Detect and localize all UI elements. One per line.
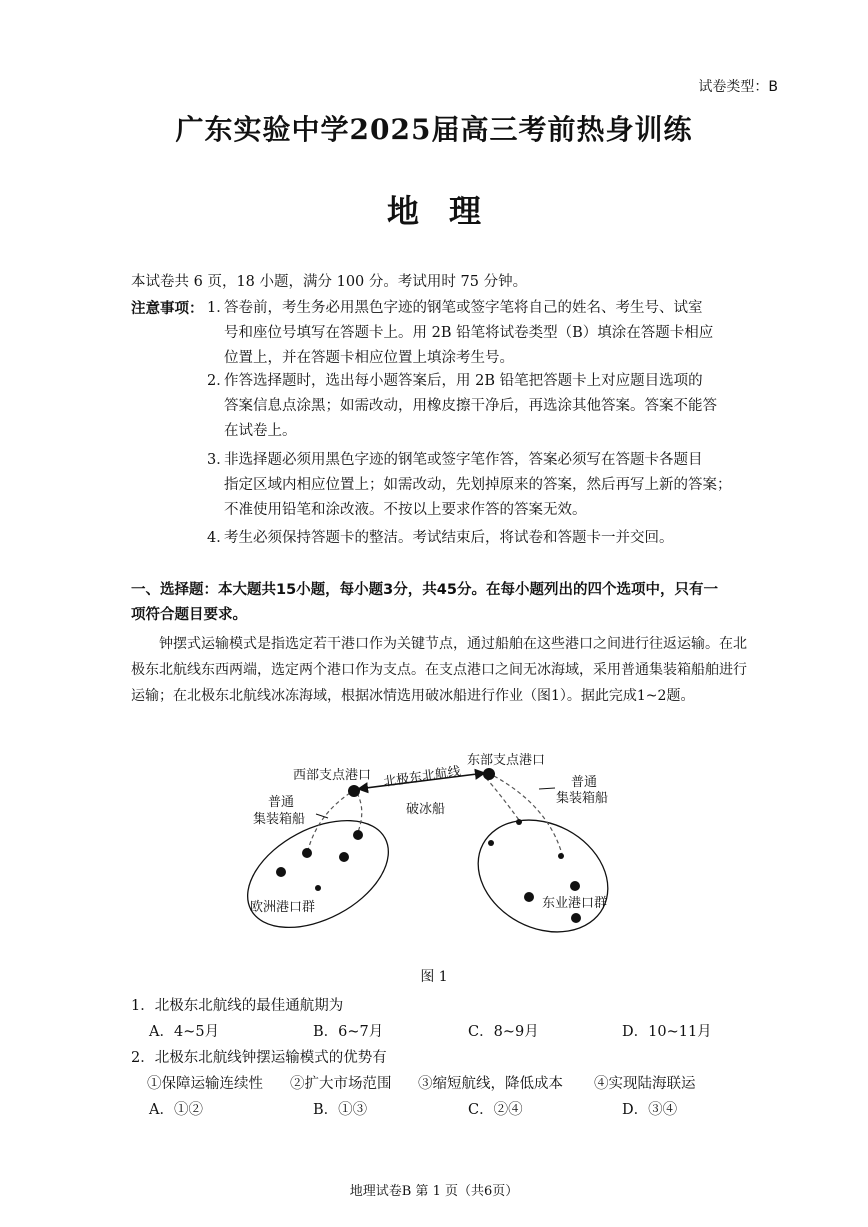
port-dot	[524, 892, 534, 902]
icebreaker-label: 破冰船	[406, 802, 446, 817]
right-ship-label: 普通	[571, 775, 598, 790]
west-ship-path	[307, 793, 350, 854]
label-leader-line	[539, 788, 555, 789]
port-dot	[353, 830, 363, 840]
label-leader-line	[316, 814, 328, 818]
reading-passage: 钟摆式运输模式是指选定若干港口作为关键节点，通过船舶在这些港口之间进行往返运输。在北极东北航线东西两端，选定两个港口作为支点。在支点港口之间无冰海域，采用普通集装箱船舶进行运输；在北极东北航线冰冻海域，根据冰情选用破冰船进行作业（图1）。据此完成1~2题。	[131, 636, 747, 704]
route-label: 北极东北航线	[382, 764, 462, 791]
section-heading	[131, 578, 751, 628]
subject-text: 地理	[386, 192, 511, 230]
note-line: 位置上，并在答题卡相应位置上填涂考生号。	[224, 350, 514, 366]
note-number: 4．	[207, 530, 231, 546]
west-pivot-port-dot	[348, 785, 360, 797]
page-footer: 地理试卷B 第 1 页（共6页）	[349, 1184, 519, 1199]
question-1-option-b: B．6~7月	[313, 1024, 384, 1040]
question-2-option-b: B．①③	[313, 1102, 368, 1118]
note-line: 号和座位号填写在答题卡上。用 2B 铅笔将试卷类型（B）填涂在答题卡相应	[224, 325, 714, 341]
section-heading-line: 项符合题目要求。	[131, 607, 247, 623]
question-1-stem: 1．北极东北航线的最佳通航期为	[131, 998, 344, 1014]
port-dot	[339, 852, 349, 862]
question-2-statement: ④实现陆海联运	[594, 1076, 696, 1092]
port-dot	[315, 885, 321, 891]
port-dot	[558, 853, 564, 859]
note-line: 答案信息点涂黑；如需改动，用橡皮擦干净后，再选涂其他答案。答案不能答	[224, 398, 717, 414]
west-ship-path	[357, 793, 362, 832]
question-1-option-d: D．10~11月	[622, 1024, 712, 1040]
note-item-4	[207, 526, 752, 551]
note-number: 2．	[207, 373, 231, 389]
exam-intro: 本试卷共 6 页，18 小题，满分 100 分。考试用时 75 分钟。	[131, 274, 528, 290]
east-port-label: 东部支点港口	[467, 753, 546, 768]
left-ship-label: 集装箱船	[253, 812, 306, 827]
eastasia-group-label: 东业港口群	[542, 896, 608, 911]
port-dot	[570, 881, 580, 891]
note-line: 在试卷上。	[224, 423, 297, 439]
east-ship-path	[486, 778, 519, 820]
note-line: 不准使用铅笔和涂改液。不按以上要求作答的答案无效。	[224, 502, 587, 518]
question-2-statement: ①保障运输连续性	[147, 1076, 263, 1092]
note-number: 3．	[207, 452, 231, 468]
note-number: 1．	[207, 300, 231, 316]
question-2-statement: ②扩大市场范围	[290, 1076, 392, 1092]
subject-title	[0, 186, 868, 232]
figure-caption: 图 1	[420, 969, 448, 985]
note-line: 非选择题必须用黑色字迹的钢笔或签字笔作答，答案必须写在答题卡各题目	[224, 452, 703, 468]
right-ship-label: 集装箱船	[556, 791, 609, 806]
eastasia-port-group-ellipse	[459, 798, 628, 954]
west-port-label: 西部支点港口	[293, 768, 372, 783]
east-pivot-port-dot	[483, 768, 495, 780]
note-line: 指定区域内相应位置上；如需改动，先划掉原来的答案，然后再写上新的答案；	[224, 477, 732, 493]
note-item-1	[207, 296, 752, 371]
note-line: 考生必须保持答题卡的整洁。考试结束后，将试卷和答题卡一并交回。	[224, 530, 674, 546]
pendulum-transport-diagram	[230, 746, 640, 961]
port-dot	[302, 848, 312, 858]
left-ship-label: 普通	[268, 795, 295, 810]
note-line: 答卷前，考生务必用黑色字迹的钢笔或签字笔将自己的姓名、考生号、试室	[224, 300, 703, 316]
port-dot	[571, 913, 581, 923]
question-2-option-d: D．③④	[622, 1102, 678, 1118]
notes-label: 注意事项：	[131, 300, 204, 317]
question-2-stem: 2．北极东北航线钟摆运输模式的优势有	[131, 1050, 387, 1066]
note-line: 作答选择题时，选出每小题答案后，用 2B 铅笔把答题卡上对应题目选项的	[224, 373, 703, 389]
note-item-3	[207, 448, 752, 523]
section-heading-line: 一、选择题：本大题共15小题，每小题3分，共45分。在每小题列出的四个选项中，只有一	[131, 582, 718, 598]
question-2-option-a: A．①②	[149, 1102, 203, 1118]
paper-type-label: 试卷类型：B	[698, 79, 778, 95]
port-dot	[488, 840, 494, 846]
port-dot	[276, 867, 286, 877]
question-1-option-c: C．8~9月	[468, 1024, 539, 1040]
question-1-option-a: A．4~5月	[149, 1024, 220, 1040]
question-2-option-c: C．②④	[468, 1102, 523, 1118]
question-2-statement: ③缩短航线，降低成本	[418, 1076, 563, 1092]
note-item-2	[207, 369, 752, 444]
europe-group-label: 欧洲港口群	[250, 900, 316, 915]
port-dot	[516, 819, 522, 825]
exam-title: 广东实验中学2025届高三考前热身训练	[175, 113, 693, 146]
